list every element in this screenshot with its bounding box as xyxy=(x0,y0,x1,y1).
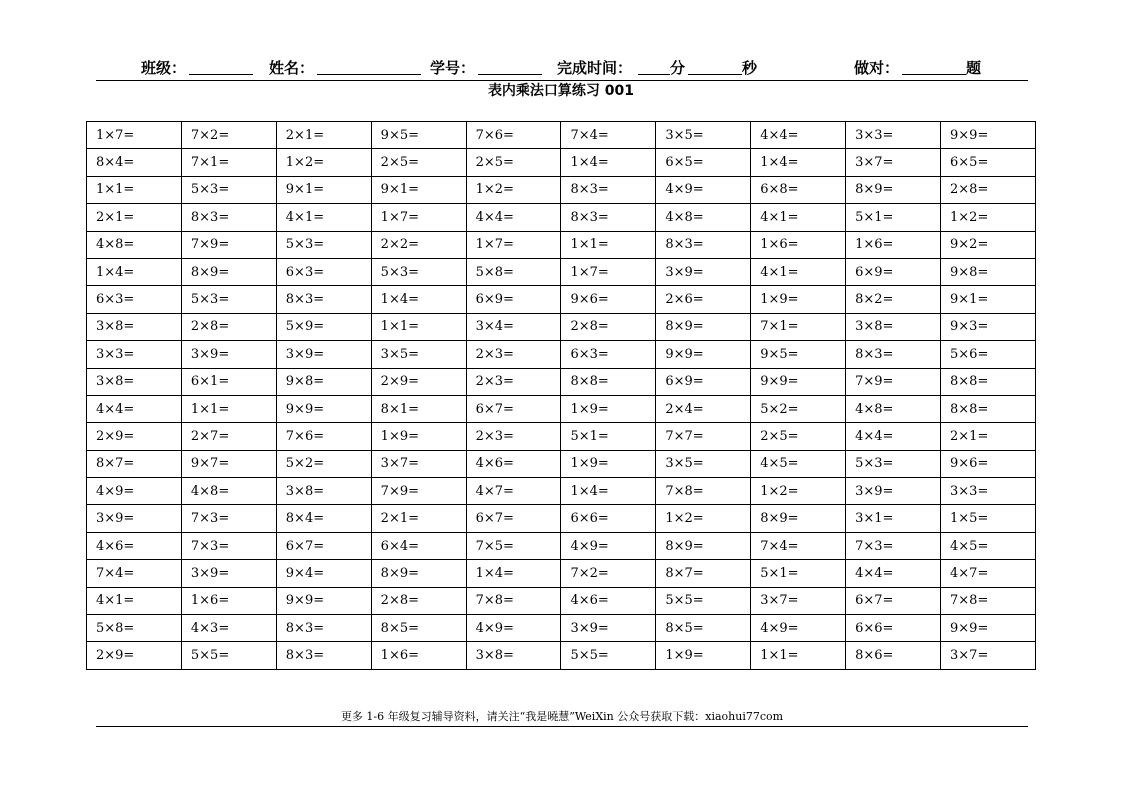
problem-cell: 7×2= xyxy=(561,560,656,587)
grid-row xyxy=(87,615,1036,642)
problem-cell: 6×8= xyxy=(751,176,846,203)
name-blank[interactable] xyxy=(317,74,421,75)
problem-cell: 9×9= xyxy=(941,615,1036,642)
multiplication-grid xyxy=(86,121,1036,670)
problem-cell: 8×8= xyxy=(941,395,1036,422)
problem-cell: 8×3= xyxy=(561,204,656,231)
problem-cell: 1×2= xyxy=(656,505,751,532)
completion-time-label: 完成时间： xyxy=(557,59,633,77)
problem-cell: 2×7= xyxy=(181,423,276,450)
problem-cell: 8×9= xyxy=(181,258,276,285)
problem-cell: 9×6= xyxy=(941,450,1036,477)
problem-cell: 9×8= xyxy=(276,368,371,395)
problem-cell: 9×5= xyxy=(751,341,846,368)
problem-cell: 4×4= xyxy=(87,395,182,422)
problem-cell: 4×1= xyxy=(751,204,846,231)
problem-cell: 3×8= xyxy=(276,478,371,505)
problem-cell: 4×6= xyxy=(87,532,182,559)
problem-cell: 8×3= xyxy=(276,642,371,669)
problem-cell: 7×6= xyxy=(276,423,371,450)
problem-cell: 1×5= xyxy=(941,505,1036,532)
problem-cell: 7×3= xyxy=(846,532,941,559)
student-number-label: 学号： xyxy=(430,59,476,77)
problem-cell: 8×2= xyxy=(846,286,941,313)
minutes-unit: 分 xyxy=(670,59,686,77)
problem-cell: 6×7= xyxy=(276,532,371,559)
grid-row xyxy=(87,368,1036,395)
problem-cell: 1×6= xyxy=(751,231,846,258)
footer-note: 更多 1-6 年级复习辅导资料，请关注“我是曉慧”WeiXin 公众号获取下载：xiaohui77com xyxy=(96,708,1028,727)
problem-cell: 1×7= xyxy=(561,258,656,285)
problem-cell: 8×9= xyxy=(371,560,466,587)
problem-cell: 4×9= xyxy=(466,615,561,642)
problem-cell: 8×5= xyxy=(371,615,466,642)
problem-cell: 3×8= xyxy=(846,313,941,340)
problem-cell: 2×1= xyxy=(371,505,466,532)
problem-cell: 2×3= xyxy=(466,423,561,450)
class-label: 班级： xyxy=(141,59,187,77)
problem-cell: 9×5= xyxy=(371,122,466,149)
problem-cell: 1×4= xyxy=(371,286,466,313)
problem-cell: 7×2= xyxy=(181,122,276,149)
problem-cell: 7×4= xyxy=(561,122,656,149)
problem-cell: 8×9= xyxy=(656,532,751,559)
problem-cell: 9×7= xyxy=(181,450,276,477)
grid-row xyxy=(87,176,1036,203)
problem-cell: 2×5= xyxy=(371,149,466,176)
problem-cell: 8×3= xyxy=(181,204,276,231)
problem-cell: 2×5= xyxy=(751,423,846,450)
problem-cell: 2×5= xyxy=(466,149,561,176)
problem-cell: 1×9= xyxy=(561,450,656,477)
problem-cell: 5×9= xyxy=(276,313,371,340)
problem-cell: 5×8= xyxy=(87,615,182,642)
problem-cell: 7×9= xyxy=(371,478,466,505)
problem-cell: 3×9= xyxy=(181,341,276,368)
grid-row xyxy=(87,258,1036,285)
problem-cell: 9×8= xyxy=(941,258,1036,285)
problem-cell: 3×5= xyxy=(371,341,466,368)
problem-cell: 5×8= xyxy=(466,258,561,285)
problem-cell: 4×3= xyxy=(181,615,276,642)
problem-cell: 3×7= xyxy=(751,587,846,614)
grid-row xyxy=(87,341,1036,368)
problem-cell: 1×1= xyxy=(181,395,276,422)
problem-cell: 1×9= xyxy=(561,395,656,422)
grid-row xyxy=(87,505,1036,532)
grid-row xyxy=(87,450,1036,477)
problem-cell: 4×1= xyxy=(751,258,846,285)
problem-cell: 1×2= xyxy=(466,176,561,203)
grid-row xyxy=(87,286,1036,313)
problem-cell: 2×2= xyxy=(371,231,466,258)
problem-cell: 2×1= xyxy=(276,122,371,149)
problem-cell: 7×7= xyxy=(656,423,751,450)
problem-cell: 3×9= xyxy=(561,615,656,642)
problem-cell: 2×4= xyxy=(656,395,751,422)
grid-row xyxy=(87,560,1036,587)
problem-cell: 4×6= xyxy=(466,450,561,477)
grid-row xyxy=(87,313,1036,340)
problem-cell: 3×9= xyxy=(656,258,751,285)
problem-cell: 7×1= xyxy=(181,149,276,176)
problem-cell: 3×8= xyxy=(87,368,182,395)
problem-cell: 6×7= xyxy=(466,395,561,422)
grid-row xyxy=(87,395,1036,422)
grid-row xyxy=(87,478,1036,505)
problem-cell: 3×9= xyxy=(87,505,182,532)
problem-cell: 2×9= xyxy=(371,368,466,395)
problem-cell: 2×8= xyxy=(181,313,276,340)
minutes-blank[interactable] xyxy=(638,74,670,75)
problem-cell: 1×4= xyxy=(561,478,656,505)
problem-cell: 9×6= xyxy=(561,286,656,313)
problem-cell: 2×9= xyxy=(87,642,182,669)
problem-cell: 6×3= xyxy=(561,341,656,368)
problem-cell: 5×6= xyxy=(941,341,1036,368)
problem-cell: 7×8= xyxy=(656,478,751,505)
grid-row xyxy=(87,149,1036,176)
problem-cell: 1×9= xyxy=(371,423,466,450)
grid-row xyxy=(87,231,1036,258)
problem-cell: 2×3= xyxy=(466,368,561,395)
seconds-blank[interactable] xyxy=(688,74,742,75)
problem-cell: 7×3= xyxy=(181,532,276,559)
grid-row xyxy=(87,532,1036,559)
problem-cell: 8×7= xyxy=(656,560,751,587)
problem-cell: 8×9= xyxy=(656,313,751,340)
problem-cell: 1×1= xyxy=(561,231,656,258)
problem-cell: 8×7= xyxy=(87,450,182,477)
problem-cell: 4×9= xyxy=(751,615,846,642)
problem-cell: 9×9= xyxy=(941,122,1036,149)
problem-cell: 4×6= xyxy=(561,587,656,614)
problem-cell: 1×1= xyxy=(751,642,846,669)
grid-row xyxy=(87,122,1036,149)
problem-cell: 2×8= xyxy=(371,587,466,614)
problem-cell: 8×4= xyxy=(276,505,371,532)
problem-cell: 7×1= xyxy=(751,313,846,340)
problem-cell: 4×4= xyxy=(751,122,846,149)
problem-cell: 3×3= xyxy=(941,478,1036,505)
problem-cell: 9×1= xyxy=(371,176,466,203)
problem-cell: 4×9= xyxy=(656,176,751,203)
problem-cell: 7×3= xyxy=(181,505,276,532)
problem-cell: 5×3= xyxy=(846,450,941,477)
problem-cell: 1×2= xyxy=(276,149,371,176)
problem-cell: 8×3= xyxy=(561,176,656,203)
problem-cell: 7×9= xyxy=(181,231,276,258)
problem-cell: 5×3= xyxy=(181,176,276,203)
problem-cell: 6×5= xyxy=(656,149,751,176)
problem-cell: 9×9= xyxy=(276,395,371,422)
seconds-unit: 秒 xyxy=(742,59,758,77)
problem-cell: 1×9= xyxy=(751,286,846,313)
problem-cell: 8×6= xyxy=(846,642,941,669)
problem-cell: 7×8= xyxy=(941,587,1036,614)
problem-cell: 3×7= xyxy=(941,642,1036,669)
problem-cell: 9×3= xyxy=(941,313,1036,340)
problem-cell: 6×6= xyxy=(561,505,656,532)
problem-cell: 9×1= xyxy=(276,176,371,203)
grid-row xyxy=(87,423,1036,450)
problem-cell: 5×1= xyxy=(561,423,656,450)
problem-cell: 4×7= xyxy=(941,560,1036,587)
problem-cell: 5×1= xyxy=(751,560,846,587)
problem-cell: 6×3= xyxy=(87,286,182,313)
problem-cell: 4×8= xyxy=(656,204,751,231)
problem-cell: 5×5= xyxy=(656,587,751,614)
problem-cell: 4×8= xyxy=(181,478,276,505)
problem-cell: 8×9= xyxy=(751,505,846,532)
problem-cell: 8×3= xyxy=(276,615,371,642)
problem-cell: 7×5= xyxy=(466,532,561,559)
problem-cell: 9×9= xyxy=(276,587,371,614)
problem-cell: 8×3= xyxy=(846,341,941,368)
problem-cell: 2×1= xyxy=(87,204,182,231)
problem-cell: 1×6= xyxy=(846,231,941,258)
grid-row xyxy=(87,587,1036,614)
problem-cell: 1×2= xyxy=(941,204,1036,231)
problem-cell: 1×7= xyxy=(87,122,182,149)
problem-cell: 7×4= xyxy=(751,532,846,559)
problem-cell: 6×6= xyxy=(846,615,941,642)
problem-cell: 7×9= xyxy=(846,368,941,395)
problem-cell: 3×8= xyxy=(466,642,561,669)
problem-cell: 2×1= xyxy=(941,423,1036,450)
problem-cell: 5×2= xyxy=(751,395,846,422)
problem-cell: 3×5= xyxy=(656,122,751,149)
problem-cell: 6×5= xyxy=(941,149,1036,176)
problem-cell: 7×4= xyxy=(87,560,182,587)
problem-cell: 1×7= xyxy=(466,231,561,258)
problem-cell: 6×7= xyxy=(846,587,941,614)
correct-count-label: 做对： xyxy=(854,59,900,77)
problem-cell: 1×4= xyxy=(751,149,846,176)
class-blank[interactable] xyxy=(189,74,253,75)
problem-cell: 5×3= xyxy=(181,286,276,313)
problem-cell: 6×1= xyxy=(181,368,276,395)
problem-cell: 5×5= xyxy=(181,642,276,669)
problem-cell: 1×1= xyxy=(371,313,466,340)
problem-cell: 5×5= xyxy=(561,642,656,669)
problem-cell: 8×3= xyxy=(656,231,751,258)
problem-cell: 3×9= xyxy=(846,478,941,505)
problem-cell: 4×4= xyxy=(466,204,561,231)
name-label: 姓名： xyxy=(269,59,315,77)
problem-cell: 9×2= xyxy=(941,231,1036,258)
problem-cell: 1×2= xyxy=(751,478,846,505)
problem-cell: 4×4= xyxy=(846,560,941,587)
problem-cell: 4×9= xyxy=(561,532,656,559)
problem-cell: 2×6= xyxy=(656,286,751,313)
questions-unit: 题 xyxy=(966,59,982,77)
problem-cell: 8×9= xyxy=(846,176,941,203)
problem-cell: 8×5= xyxy=(656,615,751,642)
problem-cell: 6×3= xyxy=(276,258,371,285)
student-number-blank[interactable] xyxy=(478,74,542,75)
problem-cell: 3×9= xyxy=(181,560,276,587)
problem-cell: 8×4= xyxy=(87,149,182,176)
correct-count-blank[interactable] xyxy=(902,74,966,75)
problem-cell: 3×7= xyxy=(371,450,466,477)
problem-cell: 8×1= xyxy=(371,395,466,422)
problem-cell: 1×4= xyxy=(87,258,182,285)
problem-cell: 8×8= xyxy=(561,368,656,395)
problem-cell: 4×5= xyxy=(941,532,1036,559)
problem-cell: 4×7= xyxy=(466,478,561,505)
problem-cell: 7×8= xyxy=(466,587,561,614)
problem-cell: 8×8= xyxy=(941,368,1036,395)
problem-cell: 1×4= xyxy=(561,149,656,176)
problem-cell: 5×3= xyxy=(276,231,371,258)
problem-cell: 4×1= xyxy=(276,204,371,231)
worksheet-title: 表内乘法口算练习 001 xyxy=(487,83,635,99)
problem-cell: 3×3= xyxy=(87,341,182,368)
problem-cell: 1×6= xyxy=(181,587,276,614)
problem-cell: 4×9= xyxy=(87,478,182,505)
grid-row xyxy=(87,204,1036,231)
problem-cell: 2×8= xyxy=(941,176,1036,203)
problem-cell: 2×3= xyxy=(466,341,561,368)
problem-cell: 5×3= xyxy=(371,258,466,285)
problem-cell: 7×6= xyxy=(466,122,561,149)
problem-cell: 6×9= xyxy=(656,368,751,395)
problem-cell: 1×7= xyxy=(371,204,466,231)
problem-cell: 4×5= xyxy=(751,450,846,477)
problem-cell: 9×1= xyxy=(941,286,1036,313)
problem-cell: 3×9= xyxy=(276,341,371,368)
problem-cell: 4×8= xyxy=(846,395,941,422)
problem-cell: 9×9= xyxy=(656,341,751,368)
problem-cell: 4×1= xyxy=(87,587,182,614)
problem-cell: 3×5= xyxy=(656,450,751,477)
problem-cell: 4×4= xyxy=(846,423,941,450)
problem-cell: 2×9= xyxy=(87,423,182,450)
problem-cell: 6×9= xyxy=(466,286,561,313)
problem-cell: 9×9= xyxy=(751,368,846,395)
problem-cell: 6×4= xyxy=(371,532,466,559)
problem-cell: 6×9= xyxy=(846,258,941,285)
problem-cell: 5×2= xyxy=(276,450,371,477)
problem-cell: 1×6= xyxy=(371,642,466,669)
problem-cell: 1×9= xyxy=(656,642,751,669)
problem-cell: 1×1= xyxy=(87,176,182,203)
problem-cell: 2×8= xyxy=(561,313,656,340)
problem-cell: 1×4= xyxy=(466,560,561,587)
problem-cell: 4×8= xyxy=(87,231,182,258)
problem-cell: 5×1= xyxy=(846,204,941,231)
problem-cell: 3×1= xyxy=(846,505,941,532)
problem-cell: 6×7= xyxy=(466,505,561,532)
worksheet-header xyxy=(96,56,1028,81)
problem-cell: 8×3= xyxy=(276,286,371,313)
problem-cell: 3×3= xyxy=(846,122,941,149)
problem-cell: 3×4= xyxy=(466,313,561,340)
problem-cell: 3×8= xyxy=(87,313,182,340)
problem-cell: 9×4= xyxy=(276,560,371,587)
grid-row xyxy=(87,642,1036,669)
problem-cell: 3×7= xyxy=(846,149,941,176)
